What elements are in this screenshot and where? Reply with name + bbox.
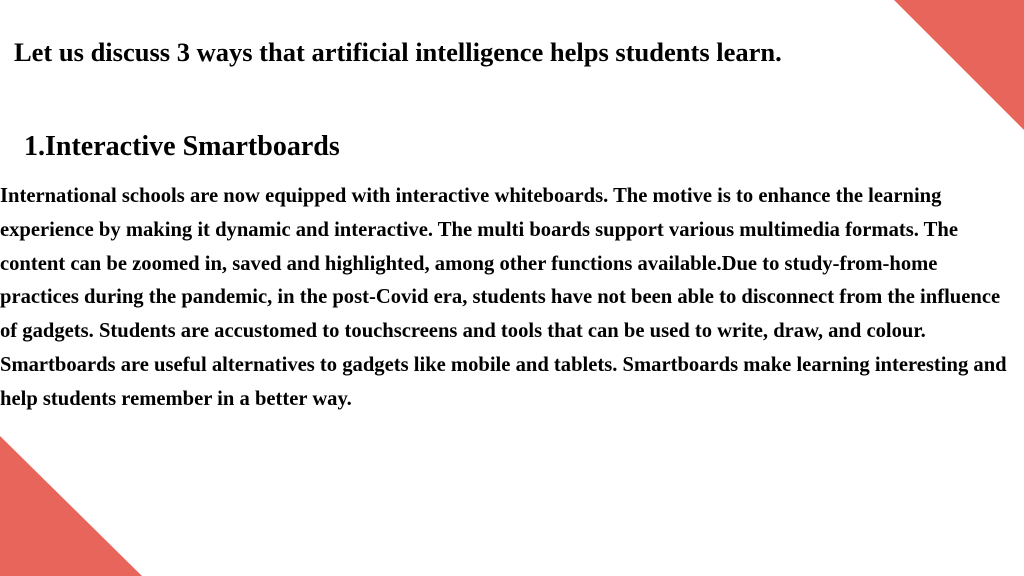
decorative-triangle-top-right	[894, 0, 1024, 130]
section-heading: 1.Interactive Smartboards	[24, 131, 340, 162]
slide-title: Let us discuss 3 ways that artificial intelligence helps students learn.	[14, 37, 782, 67]
triangle-shape	[0, 436, 142, 576]
body-paragraph: International schools are now equipped with interactive whiteboards. The motive is to enhance the learning experience by making it dynamic and interactive. The multi boards support various multimedia formats. The content can be zoomed in, saved and highlighted, among other functions available.Due to study-from-home practices during the pandemic, in the post-Covid era, students have not been able to disconnect from the influence of gadgets. Students are accustomed to touchscreens and tools that can be used to write, draw, and colour. Smartboards are useful alternatives to gadgets like mobile and tablets. Smartboards make learning interesting and help students remember in a better way.	[0, 185, 1007, 410]
triangle-shape	[894, 0, 1024, 130]
decorative-triangle-bottom-left	[0, 436, 142, 576]
